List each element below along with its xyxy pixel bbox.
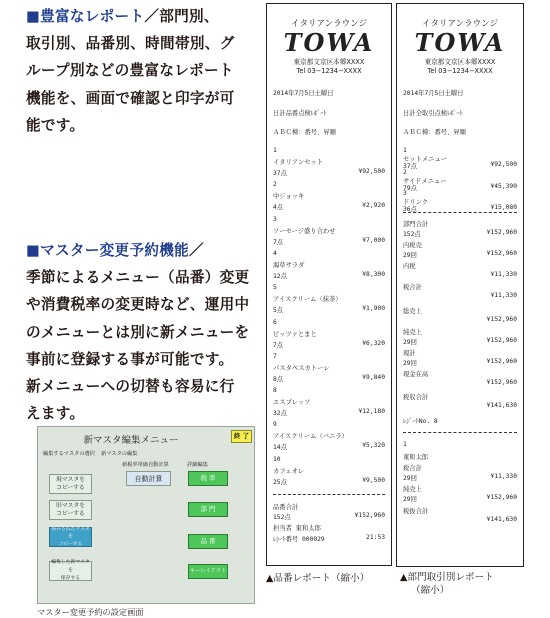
copy-saved-line1: 保存されたマスタを xyxy=(51,526,90,540)
department-report-caption-2: （縮小） xyxy=(411,585,450,596)
reports-line-3: ループ別などの豊富なレポート xyxy=(26,62,234,80)
shop-address: 東京都文京区本郷XXXX xyxy=(424,58,496,66)
reports-line-4: 機能を、画面で確認と印字が可 xyxy=(26,89,235,107)
row-number: 1 xyxy=(273,147,277,154)
summary-amount: ¥152,960 xyxy=(486,337,517,344)
row-number: 7 xyxy=(273,352,277,360)
row-quantity: 4点 xyxy=(273,204,284,212)
report-range: ＡＢＣ棟：番号、昇順 xyxy=(273,129,336,136)
reports-line-2: 取引別、品番別、時間帯別、グ xyxy=(26,35,235,53)
summary-amount: ¥152,960 xyxy=(486,250,517,257)
row-number: 2 xyxy=(403,168,407,176)
label-new-master: 新マスタの編集 xyxy=(101,451,138,457)
item-report-receipt xyxy=(266,3,392,566)
master-line-2: 季節によるメニュー（品番）変更 xyxy=(26,269,250,287)
receipt-number: ﾚｼｰﾄ番号 000029 xyxy=(273,536,325,543)
copy-old-line2: コピーする xyxy=(56,511,85,517)
label-select-master: 編集するマスタの選択 xyxy=(43,451,95,457)
row-quantity: 79点 xyxy=(403,184,417,192)
summary-label: 総売上 xyxy=(403,308,422,315)
row-item-name: 中ジョッキ xyxy=(273,193,305,201)
row-amount: ¥2,920 xyxy=(362,202,385,210)
master-line-7: えます。 xyxy=(26,405,85,423)
copy-old-master-button[interactable] xyxy=(49,500,92,520)
report-date: 2014年7月5日土曜日 xyxy=(403,90,464,97)
row-amount: ¥7,000 xyxy=(362,236,385,244)
summary-label: 部門合計 xyxy=(403,221,429,228)
shop-tel: Tel 03−1234−XXXX xyxy=(427,67,493,75)
row-number: 5 xyxy=(273,284,277,292)
row-number: 1 xyxy=(403,147,407,154)
summary-label: 現金在高 xyxy=(403,371,429,378)
summary-qty: 152点 xyxy=(403,231,421,238)
dialog-caption: マスター変更予約の設定画面 xyxy=(37,607,144,617)
row-quantity: 12点 xyxy=(273,272,287,280)
staff-summary-qty: 29回 xyxy=(403,475,417,482)
section-master-text xyxy=(26,237,249,427)
row-amount: ¥1,900 xyxy=(362,305,385,313)
item-report-caption: ▲品番レポート（縮小） xyxy=(266,573,370,584)
divider xyxy=(403,212,517,213)
department-button[interactable]: 部 門 xyxy=(188,502,228,517)
row-quantity: 25点 xyxy=(273,478,287,486)
row-quantity: 8点 xyxy=(273,375,284,383)
row-quantity: 7点 xyxy=(273,238,284,246)
row-dept-name: ドリンク xyxy=(403,199,429,206)
row-quantity: 32点 xyxy=(273,410,287,418)
label-auto-calc: 新税率単価自動計算 xyxy=(122,462,169,468)
row-item-name: カフェオレ xyxy=(273,467,305,475)
master-heading: ■マスター変更予約機能 xyxy=(26,242,190,259)
reports-line-1: ■豊富なレポート／部門別、 xyxy=(26,8,219,25)
row-item-name: アイスクリーム（抹茶） xyxy=(273,296,342,304)
staff-summary-label: 税抜合計 xyxy=(403,508,429,515)
row-item-name: パスタペスカトーレ xyxy=(273,364,330,372)
row-quantity: 37点 xyxy=(273,170,287,177)
report-title: 日計品番点検ﾚﾎﾟｰﾄ xyxy=(273,110,327,117)
tax-rate-button[interactable]: 税 率 xyxy=(188,471,228,486)
row-amount: ¥8,300 xyxy=(362,270,385,278)
summary-qty: 29回 xyxy=(403,339,417,346)
summary-amount: ¥152,960 xyxy=(486,229,517,236)
close-button[interactable]: 終 了 xyxy=(231,430,252,443)
summary-label: 純売上 xyxy=(403,329,422,336)
report-date: 2014年7月5日土曜日 xyxy=(273,90,334,97)
row-item-name: アイスクリーム（バニラ） xyxy=(273,433,348,441)
receipt-time: 21:53 xyxy=(366,534,385,541)
row-amount: ¥12,180 xyxy=(358,408,385,416)
staff-summary-label: 純売上 xyxy=(403,486,422,493)
section-reports-text xyxy=(26,3,235,139)
key-layout-button[interactable]: キーレイアウト xyxy=(188,564,228,579)
master-line-5: 事前に登録する事が可能です。 xyxy=(26,350,234,368)
row-amount: ¥45,390 xyxy=(490,182,517,190)
row-dept-name: サイドメニュー xyxy=(403,177,447,185)
row-amount: ¥9,840 xyxy=(362,373,385,381)
copy-current-line1: 現マスタを xyxy=(56,477,85,483)
auto-calc-button[interactable]: 自動計算 xyxy=(126,471,171,486)
dialog-title: 新マスタ編集メニュー xyxy=(83,435,179,446)
shop-tel: Tel 03−1234−XXXX xyxy=(296,67,362,75)
staff-name: 東和太郎 xyxy=(403,454,429,461)
row-dept-name: セットメニュー xyxy=(403,156,448,163)
copy-saved-master-button[interactable] xyxy=(49,527,92,547)
copy-current-line2: コピーする xyxy=(56,485,85,491)
summary-amount: ¥141,630 xyxy=(486,402,517,409)
staff-summary-amount: ¥141,630 xyxy=(486,516,517,523)
staff-summary-label: 税合計 xyxy=(403,465,422,472)
row-number: 4 xyxy=(273,249,277,257)
row-amount: ¥5,320 xyxy=(362,442,385,450)
master-line-4: のメニューとは別に新メニューを xyxy=(26,323,250,341)
copy-old-line1: 旧マスタを xyxy=(56,503,85,509)
summary-label: 税合計 xyxy=(403,284,422,291)
report-range: ＡＢＣ棟：番号、昇順 xyxy=(403,129,466,136)
master-edit-dialog xyxy=(37,426,255,604)
row-item-name: エスプレッソ xyxy=(273,399,311,407)
shop-name: イタリアンラウンジ xyxy=(291,19,367,29)
row-amount: ¥15,080 xyxy=(490,204,517,211)
row-number: 3 xyxy=(403,190,407,197)
row-amount: ¥6,320 xyxy=(362,339,385,347)
reports-line-5: 能です。 xyxy=(26,116,85,134)
row-amount: ¥92,500 xyxy=(490,161,517,168)
copy-current-master-button[interactable] xyxy=(49,474,92,494)
total-label: 品番合計 xyxy=(273,504,299,511)
divider xyxy=(403,432,517,433)
report-title: 日計全取引点検ﾚﾎﾟｰﾄ xyxy=(403,110,463,117)
row-quantity: 36点 xyxy=(403,206,417,213)
row-item-name: イタリアンセット xyxy=(273,159,324,166)
divider xyxy=(273,494,385,495)
department-report-receipt xyxy=(396,3,524,567)
staff-line: 担当者 東和太郎 xyxy=(273,525,321,532)
summary-label: 内税 xyxy=(403,263,416,270)
row-number: 8 xyxy=(273,387,277,395)
save-new-line1: 編集した新マスタを xyxy=(51,560,90,573)
department-report-caption-1: ▲部門取引別レポート xyxy=(400,572,494,583)
staff-summary-amount: ¥11,330 xyxy=(490,473,517,480)
master-line-3: や消費税率の変更時など、運用中 xyxy=(26,296,250,314)
staff-summary-amount: ¥152,960 xyxy=(486,494,517,501)
row-number: 2 xyxy=(273,181,277,189)
row-item-name: 海草サラダ xyxy=(273,261,305,269)
summary-amount: ¥11,330 xyxy=(490,271,517,278)
row-amount: ¥9,500 xyxy=(362,476,385,484)
summary-label: 現計 xyxy=(403,350,416,357)
row-number: 3 xyxy=(273,215,277,223)
shop-address: 東京都文京区本郷XXXX xyxy=(293,58,365,66)
row-item-name: ソーセージ盛り合わせ xyxy=(273,227,336,235)
row-quantity: 14点 xyxy=(273,444,287,452)
summary-label: 税収合計 xyxy=(403,394,429,401)
item-number-button[interactable]: 品 番 xyxy=(188,534,228,549)
save-new-master-button[interactable] xyxy=(49,561,92,581)
staff-summary-qty: 29回 xyxy=(403,496,417,503)
master-line-1: ■マスター変更予約機能／ xyxy=(26,242,204,259)
row-number: 9 xyxy=(273,421,277,429)
staff-number: 1 xyxy=(403,441,407,448)
total-qty: 152点 xyxy=(273,514,291,521)
row-amount: ¥92,500 xyxy=(358,168,385,175)
summary-amount: ¥11,330 xyxy=(490,292,517,299)
total-amount: ¥152,960 xyxy=(354,512,385,519)
save-new-line2: 保存する xyxy=(60,576,81,581)
summary-amount: ¥152,960 xyxy=(486,316,517,323)
summary-qty: 29回 xyxy=(403,360,417,367)
summary-qty: 29回 xyxy=(403,252,417,259)
copy-saved-line2: コピーする xyxy=(58,541,83,547)
shop-logo: TOWA xyxy=(283,28,375,57)
shop-logo: TOWA xyxy=(414,28,506,57)
summary-amount: ¥152,960 xyxy=(486,358,517,365)
row-quantity: 7点 xyxy=(273,341,284,349)
reports-heading: ■豊富なレポート xyxy=(26,8,145,25)
register-number: ﾚｼﾞｰﾄNo. 8 xyxy=(403,418,438,425)
row-number: 10 xyxy=(273,455,281,463)
row-number: 6 xyxy=(273,318,277,326)
row-quantity: 37点 xyxy=(403,163,417,170)
row-quantity: 5点 xyxy=(273,307,284,315)
shop-name: イタリアンラウンジ xyxy=(422,19,498,29)
summary-amount: ¥152,960 xyxy=(486,379,517,386)
summary-label: 内税売 xyxy=(403,242,422,249)
label-detail-edit: 詳細編集 xyxy=(187,462,208,468)
master-line-6: 新メニューへの切替も容易に行 xyxy=(26,378,235,396)
row-item-name: ピッツァとまと xyxy=(273,330,317,338)
